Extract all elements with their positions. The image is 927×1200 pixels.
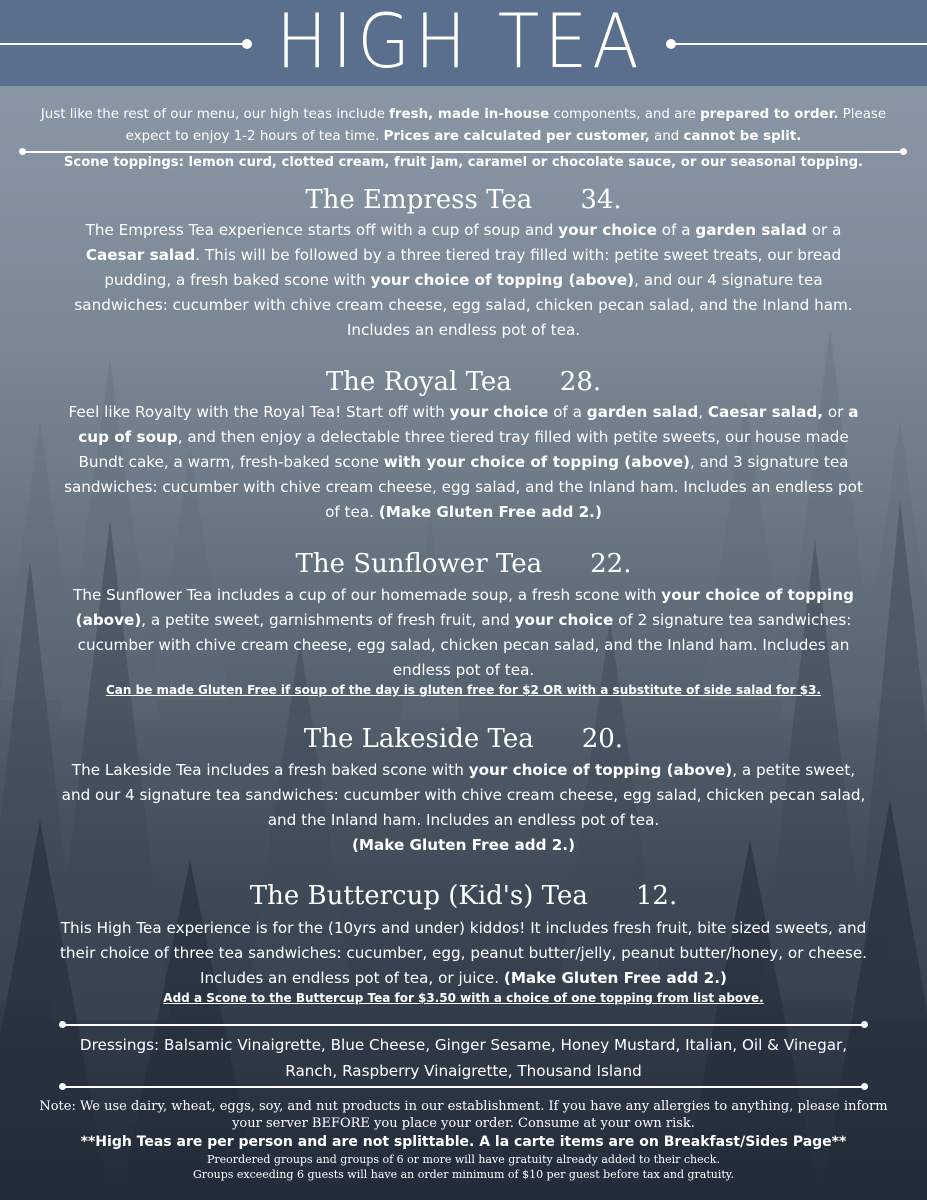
desc-text: , and 3 signature tea sandwiches: cucumber with chive cream cheese, egg salad, and the Inland ham. Includes an endless pot of tea.: [64, 453, 863, 521]
desc-bold: garden salad: [586, 403, 699, 421]
desc-text: The Lakeside Tea includes a fresh baked scone with: [71, 761, 469, 779]
desc-text: The Sunflower Tea includes a cup of our homemade soup, a fresh scone with: [73, 586, 662, 604]
intro-bold: fresh, made in-house: [389, 107, 550, 122]
gluten-free-note: (Make Gluten Free add 2.): [351, 836, 576, 854]
intro-text: Just like the rest of our menu, our high teas include: [40, 107, 390, 122]
sunflower-gluten-free-note: Can be made Gluten Free if soup of the day is gluten free for $2 OR with a substitute of side salad for $3.: [105, 683, 821, 697]
intro-bold: Prices are calculated per customer,: [383, 129, 650, 144]
tea-price: 34.: [580, 185, 622, 215]
royal-tea-title: [0, 366, 927, 398]
tea-price: 28.: [559, 367, 602, 397]
intro-paragraph: [20, 104, 907, 148]
page-title: HIGH TEA: [276, 0, 644, 86]
desc-text: This High Tea experience is for the (10yrs and under) kiddos! It includes fresh fruit, bite sized sweets, and their choice of three tea sandwiches: cucumber, egg, peanut butter/jelly, peanut butter/honey, or cheese. Includes an endless pot of tea, or juice.: [59, 919, 868, 987]
header-divider-left: [0, 43, 246, 45]
desc-bold: your choice: [558, 221, 657, 239]
tea-name: The Buttercup (Kid's) Tea: [249, 881, 588, 911]
tea-name: The Sunflower Tea: [295, 549, 543, 579]
desc-bold: your choice: [514, 611, 614, 629]
desc-bold: a cup of soup: [78, 403, 859, 446]
desc-text: , and our 4 signature tea sandwiches: cucumber with chive cream cheese, egg salad, chicken pecan salad, and the Inland ham. Includes an endless pot of tea.: [74, 271, 853, 339]
scone-toppings: Scone toppings: lemon curd, clotted cream, fruit jam, caramel or chocolate sauce, or our seasonal topping.: [63, 155, 864, 170]
header-divider-right: [670, 43, 927, 45]
desc-text: , a petite sweet, and our 4 signature tea sandwiches: cucumber with chive cream cheese, egg salad, chicken pecan salad, and the Inland ham. Includes an endless pot of tea.: [61, 761, 866, 829]
intro-bold: cannot be split.: [683, 129, 802, 144]
tea-price: 12.: [635, 881, 678, 911]
dressings-list: Dressings: Balsamic Vinaigrette, Blue Cheese, Ginger Sesame, Honey Mustard, Italian, Oil & Vinegar, Ranch, Raspberry Vinaigrette, Thousand Island: [79, 1036, 848, 1080]
gluten-free-note: (Make Gluten Free add 2.): [378, 503, 602, 521]
desc-text: . This will be followed by a three tiered tray filled with: petite sweet treats, our bread pudding, a fresh baked scone with: [104, 246, 842, 289]
desc-text: of 2 signature tea sandwiches: cucumber with chive cream cheese, egg salad, chicken pecan salad, and the Inland ham. Includes an endless pot of tea.: [77, 611, 852, 679]
tea-price: 22.: [590, 549, 632, 579]
gluten-free-note: (Make Gluten Free add 2.): [503, 969, 727, 987]
desc-bold: Caesar salad,: [707, 403, 824, 421]
desc-text: The Empress Tea experience starts off with a cup of soup and: [85, 221, 559, 239]
royal-tea-description: [60, 400, 867, 525]
footer-notes: [30, 1098, 897, 1182]
allergy-note: Note: We use dairy, wheat, eggs, soy, and nut products in our establishment. If you have any allergies to anything, please inform your server BEFORE you place your order. Consume at your own risk.: [39, 1099, 888, 1131]
sunflower-tea-title: [0, 548, 927, 580]
desc-text: , and then enjoy a delectable three tiered tray filled with petite sweets, our house made Bundt cake, a warm, fresh-baked scone: [78, 428, 849, 471]
empress-tea-title: [0, 184, 927, 216]
lakeside-tea-description: [60, 758, 867, 858]
intro-text: and: [649, 129, 684, 144]
tea-name: The Lakeside Tea: [303, 724, 534, 754]
per-person-note: **High Teas are per person and are not splittable. A la carte items are on Breakfast/Sides Page**: [80, 1134, 847, 1150]
order-minimum-note: Groups exceeding 6 guests will have an order minimum of $10 per guest before tax and gratuity.: [192, 1168, 735, 1181]
header-banner: [0, 0, 927, 86]
tea-name: The Royal Tea: [325, 367, 512, 397]
intro-bold: prepared to order.: [700, 107, 839, 122]
intro-text: Please expect to enjoy 1-2 hours of tea time.: [125, 107, 887, 144]
desc-bold: your choice: [449, 403, 549, 421]
desc-bold: Caesar salad: [85, 246, 196, 264]
buttercup-tea-description: [52, 916, 875, 991]
desc-bold: with your choice of topping (above): [383, 453, 690, 471]
buttercup-scone-note: Add a Scone to the Buttercup Tea for $3.50 with a choice of one topping from list above.: [163, 991, 764, 1005]
desc-text: , a petite sweet, garnishments of fresh fruit, and: [141, 611, 515, 629]
desc-text: or a: [806, 221, 842, 239]
gratuity-note: Preordered groups and groups of 6 or more will have gratuity already added to their check.: [207, 1153, 720, 1166]
header-dot-left: [242, 39, 252, 49]
desc-text: of a: [656, 221, 696, 239]
lakeside-tea-title: [0, 723, 927, 755]
divider: [62, 1086, 865, 1088]
tea-price: 20.: [581, 724, 624, 754]
tea-name: The Empress Tea: [305, 185, 533, 215]
divider: [62, 1024, 865, 1026]
desc-bold: garden salad: [695, 221, 807, 239]
empress-tea-description: [60, 218, 867, 343]
desc-text: ,: [698, 403, 708, 421]
desc-bold: your choice of topping (above): [370, 271, 635, 289]
desc-text: Feel like Royalty with the Royal Tea! Start off with: [68, 403, 450, 421]
desc-bold: your choice of topping (above): [75, 586, 854, 629]
desc-text: or: [823, 403, 849, 421]
sunflower-tea-description: [60, 583, 867, 683]
desc-text: of a: [548, 403, 587, 421]
desc-bold: your choice of topping (above): [468, 761, 733, 779]
intro-text: components, and are: [549, 107, 701, 122]
buttercup-tea-title: [0, 880, 927, 912]
